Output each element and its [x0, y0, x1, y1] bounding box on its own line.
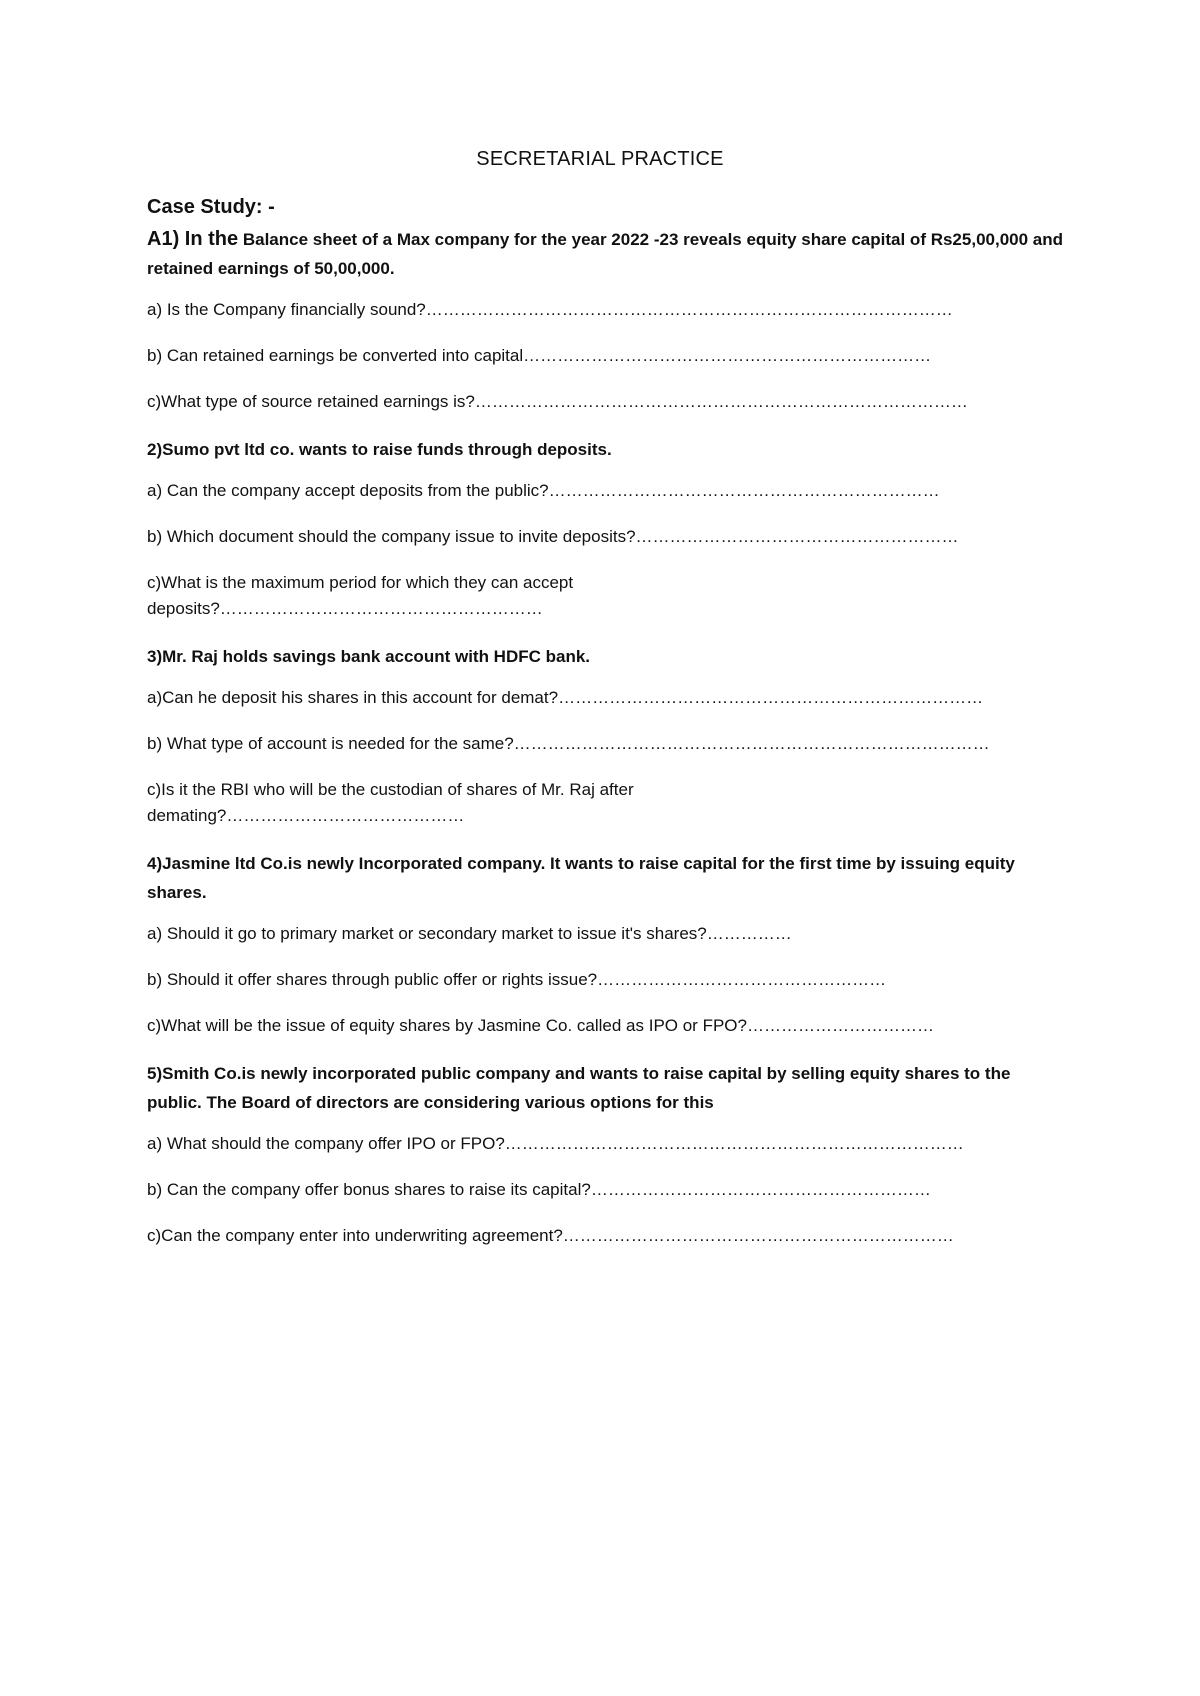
question-2 [147, 435, 1067, 464]
case-study-content [147, 196, 1067, 1269]
question-5-sub-c: c)Can the company enter into underwriting agreement?…………………………………………………………… [147, 1226, 954, 1245]
case-study-heading: Case Study: - [147, 196, 275, 218]
question-3-sub-c: c)Is it the RBI who will be the custodian of shares of Mr. Raj after demating?…………………………………… [147, 780, 634, 825]
question-3-sub-a: a)Can he deposit his shares in this account for demat?………………………………………………………………… [147, 688, 984, 707]
question-3-subquestions [147, 685, 1067, 829]
question-2-sub-c: c)What is the maximum period for which they can accept deposits?………………………………………………… [147, 573, 574, 618]
question-4-sub-a: a) Should it go to primary market or secondary market to issue it's shares?…………… [147, 924, 792, 943]
question-5-prompt: 5)Smith Co.is newly incorporated public company and wants to raise capital by selling equity shares to the public. The Board of directors are considering various options for this [147, 1064, 1011, 1112]
question-1-sub-a: a) Is the Company financially sound?………………………………………………………………………………… [147, 300, 953, 319]
question-2-prompt: 2)Sumo pvt ltd co. wants to raise funds through deposits. [147, 440, 612, 459]
document-title: SECRETARIAL PRACTICE [476, 148, 724, 170]
question-1-lead: A1) In the [147, 228, 239, 250]
question-1-sub-c: c)What type of source retained earnings is?…………………………………………………………………………… [147, 392, 968, 411]
question-3-sub-b: b) What type of account is needed for the same?………………………………………………………………………… [147, 734, 990, 753]
question-2-sub-b: b) Which document should the company issue to invite deposits?………………………………………………… [147, 527, 959, 546]
question-2-subquestions [147, 478, 1067, 622]
question-5 [147, 1059, 1067, 1117]
question-3 [147, 642, 1067, 671]
question-4-prompt: 4)Jasmine ltd Co.is newly Incorporated company. It wants to raise capital for the first time by issuing equity shares. [147, 854, 1015, 902]
question-4-sub-c: c)What will be the issue of equity shares by Jasmine Co. called as IPO or FPO?…………………………… [147, 1016, 934, 1035]
question-3-prompt: 3)Mr. Raj holds savings bank account with HDFC bank. [147, 647, 591, 666]
question-4 [147, 849, 1067, 907]
question-5-subquestions [147, 1131, 1067, 1249]
question-5-sub-b: b) Can the company offer bonus shares to raise its capital?…………………………………………………… [147, 1180, 931, 1199]
question-1 [147, 225, 1067, 283]
question-4-sub-b: b) Should it offer shares through public offer or rights issue?…………………………………………… [147, 970, 887, 989]
question-1-subquestions [147, 297, 1067, 415]
question-5-sub-a: a) What should the company offer IPO or FPO?……………………………………………………………………… [147, 1134, 964, 1153]
question-1-prompt: Balance sheet of a Max company for the year 2022 -23 reveals equity share capital of Rs25,00,000 and retained earnings of 50,00,000. [147, 230, 1064, 278]
question-1-sub-b: b) Can retained earnings be converted into capital……………………………………………………………… [147, 346, 932, 365]
question-2-sub-a: a) Can the company accept deposits from the public?…………………………………………………………… [147, 481, 940, 500]
question-4-subquestions [147, 921, 1067, 1039]
